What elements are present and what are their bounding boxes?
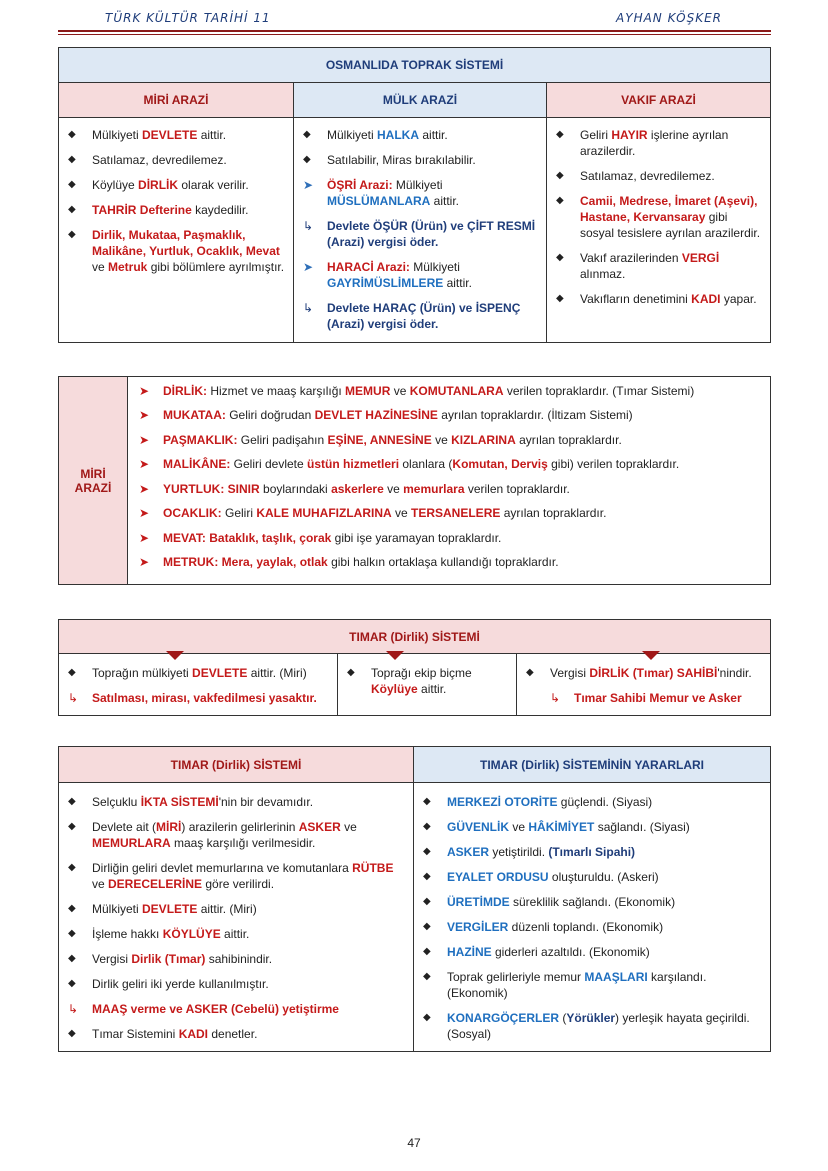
- diamond-bullet-icon: ◆: [68, 953, 76, 964]
- diamond-bullet-icon: ◆: [68, 129, 76, 140]
- page-header-left: TÜRK KÜLTÜR TARİHİ 11: [105, 11, 271, 25]
- text: ) yerleşik hayata geçirildi. (Sosyal): [447, 1011, 750, 1041]
- list-item: [303, 300, 539, 332]
- list-item: [68, 901, 406, 917]
- keyword: HAYIR: [611, 128, 648, 142]
- list-item: [68, 665, 330, 681]
- text: Hizmet ve maaş karşılığı: [207, 383, 346, 398]
- keyword: DİRLİK:: [163, 383, 207, 398]
- text: düzenli toplandı. (Ekonomik): [508, 920, 664, 934]
- text: İşleme hakkı: [92, 927, 163, 941]
- text: Mülkiyeti: [392, 178, 443, 192]
- text: Tımar Sistemini: [92, 1027, 179, 1041]
- text: ve: [340, 820, 357, 834]
- diamond-bullet-icon: ◆: [68, 928, 76, 939]
- text: Toprak gelirleriyle memur: [447, 970, 585, 984]
- list-item: [423, 869, 763, 885]
- keyword: DEVLETE: [142, 902, 198, 916]
- keyword: KONARGÖÇERLER: [447, 1011, 560, 1025]
- list-item: [423, 1010, 763, 1042]
- keyword: DEVLETE: [142, 128, 198, 142]
- keyword: DİRLİK (Tımar) SAHİBİ: [589, 666, 718, 680]
- down-arrow-icon: [642, 651, 660, 660]
- hook-arrow-icon: ↳: [68, 691, 79, 705]
- list-item: [526, 690, 763, 706]
- list-item: [68, 177, 286, 193]
- text: karşılandı. (Ekonomik): [447, 970, 707, 1000]
- text: Mülkiyeti: [409, 260, 460, 274]
- land-system-table: [58, 47, 771, 343]
- keyword: GÜVENLİK: [447, 820, 510, 834]
- keyword: MUKATAA:: [163, 408, 226, 422]
- text: aittir. (Miri): [247, 666, 307, 680]
- keyword: MÜSLÜMANLARA: [327, 194, 431, 208]
- text: Geliri devlete: [230, 457, 308, 471]
- text: ayrılan topraklardır. (İltizam Sistemi): [437, 408, 633, 422]
- text: sahibinindir.: [205, 952, 273, 966]
- timar-summary-cell-1: [59, 654, 338, 716]
- list-item: [423, 919, 763, 935]
- diamond-bullet-icon: ◆: [423, 921, 431, 932]
- text: ayrılan topraklardır.: [500, 506, 607, 520]
- keyword: MEMURLARA: [92, 836, 171, 850]
- text: Vakıf arazilerinden: [580, 251, 682, 265]
- diamond-bullet-icon: ◆: [556, 252, 564, 263]
- text: göre verilirdi.: [202, 877, 275, 891]
- diamond-bullet-icon: ◆: [68, 978, 76, 989]
- page-number: 47: [407, 1136, 421, 1150]
- keyword: KOMUTANLARA: [409, 383, 504, 398]
- text: aittir.: [430, 194, 460, 208]
- text: Vergisi: [550, 666, 590, 680]
- keyword: Dirlik, Mukataa, Paşmaklık, Malikâne, Yurtluk, Ocaklık, Mevat: [92, 228, 280, 258]
- diamond-bullet-icon: ◆: [68, 796, 76, 807]
- list-item: [68, 951, 406, 967]
- text: ve: [390, 383, 410, 398]
- keyword: üstün hizmetleri: [307, 457, 400, 471]
- keyword: Metruk: [108, 260, 148, 274]
- list-item: [423, 969, 763, 1001]
- text: süreklilik sağlandı. (Ekonomik): [509, 895, 676, 909]
- arrowhead-icon: ➤: [139, 457, 150, 471]
- keyword: MEMUR: [345, 383, 391, 398]
- keyword: TERSANELERE: [411, 506, 501, 520]
- text: Vergisi: [92, 952, 132, 966]
- arrowhead-icon: ➤: [139, 432, 150, 447]
- list-item: [556, 250, 763, 282]
- list-item: [526, 665, 763, 681]
- timar-summary-cell-3: [517, 654, 771, 716]
- text: Toprağı ekip biçme: [371, 666, 472, 680]
- keyword: DİRLİK: [138, 178, 179, 192]
- text: aittir.: [417, 682, 447, 696]
- list-item: [68, 152, 286, 168]
- text: kaydedilir.: [191, 203, 249, 217]
- diamond-bullet-icon: ◆: [68, 1028, 76, 1039]
- diamond-bullet-icon: ◆: [303, 154, 311, 165]
- keyword: DEVLET HAZİNESİNE: [314, 408, 438, 422]
- text: aittir.: [443, 276, 472, 290]
- list-item: [423, 794, 763, 810]
- text: güçlendi. (Siyasi): [557, 795, 653, 809]
- list-item: [556, 193, 763, 241]
- keyword: MEVAT:: [163, 530, 206, 545]
- keyword: MİRİ: [156, 820, 182, 834]
- text: Geliri doğrudan: [225, 408, 315, 422]
- text: ve: [383, 481, 404, 496]
- text: ve: [391, 506, 412, 520]
- miri-arazi-header: MİRİ ARAZİ: [59, 83, 294, 118]
- text: Mülkiyeti: [327, 128, 378, 142]
- list-item: [68, 926, 406, 942]
- list-item: [68, 860, 406, 892]
- diamond-bullet-icon: ◆: [423, 846, 431, 857]
- keyword: Dirlik (Tımar): [131, 952, 206, 966]
- keyword: KÖYLÜYE: [162, 927, 221, 941]
- list-item: [137, 383, 761, 399]
- hook-arrow-icon: ↳: [68, 1002, 79, 1016]
- diamond-bullet-icon: ◆: [68, 204, 76, 215]
- timar-benefits-table: [58, 746, 771, 1052]
- diamond-bullet-icon: ◆: [68, 821, 76, 832]
- text: aittir.: [197, 128, 227, 142]
- list-item: [137, 456, 761, 472]
- diamond-bullet-icon: ◆: [68, 667, 76, 678]
- arrowhead-icon: ➤: [139, 506, 150, 520]
- text: işlerine ayrılan arazilerdir.: [580, 128, 729, 158]
- text: olarak verilir.: [178, 178, 249, 192]
- keyword: KALE MUHAFIZLARINA: [256, 506, 392, 520]
- list-item: [556, 291, 763, 307]
- miri-arazi-side-label: [59, 377, 128, 585]
- keyword: KIZLARINA: [451, 432, 516, 447]
- list-item: [303, 177, 539, 209]
- diamond-bullet-icon: ◆: [68, 154, 76, 165]
- text: alınmaz.: [580, 267, 626, 281]
- text: gibi işe yaramayan topraklardır.: [331, 530, 502, 545]
- timar-summary-table: [58, 619, 771, 716]
- timar-benefits-cell: [414, 783, 771, 1052]
- text: giderleri azaltıldı. (Ekonomik): [491, 945, 650, 959]
- keyword: OCAKLIK:: [163, 506, 222, 520]
- miri-arazi-cell: [59, 118, 294, 343]
- keyword: Köylüye: [371, 682, 418, 696]
- diamond-bullet-icon: ◆: [556, 195, 564, 206]
- text: denetler.: [208, 1027, 258, 1041]
- text: Mülkiyeti: [92, 902, 143, 916]
- diamond-bullet-icon: ◆: [347, 667, 355, 678]
- arrowhead-icon: ➤: [139, 530, 150, 545]
- keyword: KADI: [691, 292, 721, 306]
- keyword: HARACİ Arazi:: [327, 260, 410, 274]
- diamond-bullet-icon: ◆: [423, 896, 431, 907]
- text: gibi) verilen topraklardır.: [547, 457, 680, 471]
- keyword: Devlete ÖŞÜR (Ürün) ve ÇİFT RESMİ (Arazi) vergisi öder.: [327, 219, 536, 249]
- timar-summary-title: TIMAR (Dirlik) SİSTEMİ: [59, 620, 771, 654]
- list-item: [68, 690, 330, 706]
- keyword: EYALET ORDUSU: [447, 870, 549, 884]
- keyword: (Tımarlı Sipahi): [548, 845, 636, 859]
- list-item: [303, 259, 539, 291]
- keyword: Mera, yaylak, otlak: [221, 555, 328, 569]
- list-item: [137, 481, 761, 497]
- text: sağlandı. (Siyasi): [594, 820, 690, 834]
- text: aittir.: [419, 128, 448, 142]
- diamond-bullet-icon: ◆: [68, 903, 76, 914]
- text: Geliri: [221, 506, 257, 520]
- text: Dirliğin geliri devlet memurlarına ve komutanlara: [92, 861, 353, 875]
- keyword: METRUK:: [163, 555, 219, 569]
- list-item: [68, 976, 406, 992]
- page-header-right: AYHAN KÖŞKER: [616, 11, 722, 25]
- keyword: Satılması, mirası, vakfedilmesi yasaktır.: [92, 691, 317, 705]
- text: Mülkiyeti: [92, 128, 143, 142]
- diamond-bullet-icon: ◆: [556, 129, 564, 140]
- keyword: Camii, Medrese, İmaret (Aşevi), Hastane, Kervansaray: [580, 194, 758, 224]
- list-item: [347, 665, 509, 697]
- arrowhead-icon: ➤: [139, 481, 150, 496]
- list-item: [423, 844, 763, 860]
- arrowhead-icon: ➤: [303, 260, 314, 274]
- down-arrow-icon: [386, 651, 404, 660]
- keyword: SINIR: [227, 481, 260, 496]
- list-item: [303, 218, 539, 250]
- list-item: [68, 794, 406, 810]
- keyword: GAYRİMÜSLİMLERE: [327, 276, 444, 290]
- keyword: İKTA SİSTEMİ: [140, 795, 219, 809]
- text: Dirlik geliri iki yerde kullanılmıştır.: [92, 977, 269, 991]
- keyword: DERECELERİNE: [108, 877, 203, 891]
- list-item: [556, 127, 763, 159]
- text: olanlara (: [399, 457, 453, 471]
- keyword: ASKER: [447, 845, 490, 859]
- keyword: ÖŞRİ Arazi:: [327, 178, 393, 192]
- diamond-bullet-icon: ◆: [423, 1012, 431, 1023]
- text: verilen topraklardır. (Tımar Sistemi): [503, 383, 695, 398]
- text: Devlete ait (: [92, 820, 157, 834]
- list-item: [68, 819, 406, 851]
- keyword: Bataklık, taşlık, çorak: [209, 530, 332, 545]
- text: Geliri: [580, 128, 612, 142]
- keyword: DEVLETE: [192, 666, 248, 680]
- text: maaş karşılığı verilmesidir.: [170, 836, 316, 850]
- list-item: [137, 407, 761, 423]
- list-item: [137, 432, 761, 448]
- timar-system-header: TIMAR (Dirlik) SİSTEMİ: [59, 747, 414, 783]
- side-label-line-1: MİRİ: [80, 466, 106, 481]
- text: gibi halkın ortaklaşa kullandığı topraklardır.: [327, 555, 559, 569]
- diamond-bullet-icon: ◆: [303, 129, 311, 140]
- text: Selçuklu: [92, 795, 141, 809]
- diamond-bullet-icon: ◆: [556, 293, 564, 304]
- list-item: [137, 554, 761, 570]
- text: ve: [509, 820, 529, 834]
- text: ve: [92, 260, 109, 274]
- mulk-arazi-cell: [294, 118, 547, 343]
- down-arrow-icon: [166, 651, 184, 660]
- keyword: KADI: [178, 1027, 209, 1041]
- diamond-bullet-icon: ◆: [423, 796, 431, 807]
- text: Toprağın mülkiyeti: [92, 666, 193, 680]
- list-item: [68, 227, 286, 275]
- keyword: Yörükler: [566, 1011, 616, 1025]
- hook-arrow-icon: ↳: [550, 691, 561, 705]
- text: yetiştirildi.: [489, 845, 549, 859]
- list-item: [303, 152, 539, 168]
- list-item: [423, 894, 763, 910]
- list-item: [423, 819, 763, 835]
- arrowhead-icon: ➤: [139, 383, 150, 398]
- list-item: [68, 1026, 406, 1042]
- arrowhead-icon: ➤: [303, 178, 314, 192]
- header-rule-thin: [58, 34, 771, 35]
- text: ve: [92, 877, 109, 891]
- hook-arrow-icon: ↳: [303, 219, 314, 233]
- text: (: [559, 1011, 567, 1025]
- text: Satılabilir, Miras bırakılabilir.: [327, 153, 476, 167]
- text: Satılamaz, devredilemez.: [92, 153, 227, 167]
- vakif-arazi-header: VAKIF ARAZİ: [547, 83, 771, 118]
- diamond-bullet-icon: ◆: [423, 871, 431, 882]
- keyword: RÜTBE: [352, 861, 394, 875]
- text: verilen topraklardır.: [464, 481, 570, 496]
- text: 'nin bir devamıdır.: [218, 795, 314, 809]
- diamond-bullet-icon: ◆: [556, 170, 564, 181]
- text: ayrılan topraklardır.: [515, 432, 622, 447]
- diamond-bullet-icon: ◆: [68, 179, 76, 190]
- list-item: [137, 505, 761, 521]
- text: Geliri padişahın: [237, 432, 328, 447]
- text: Köylüye: [92, 178, 139, 192]
- timar-benefits-header: TIMAR (Dirlik) SİSTEMİNİN YARARLARI: [414, 747, 771, 783]
- keyword: VERGİ: [681, 251, 720, 265]
- list-item: [68, 1001, 406, 1017]
- text: ) arazilerin gelirlerinin: [181, 820, 299, 834]
- keyword: HALKA: [377, 128, 420, 142]
- miri-arazi-types-table: [58, 376, 771, 585]
- keyword: MAAŞ verme ve ASKER (Cebelü) yetiştirme: [92, 1002, 339, 1016]
- text: gibi bölümlere ayrılmıştır.: [147, 260, 285, 274]
- vakif-arazi-cell: [547, 118, 771, 343]
- timar-system-cell: [59, 783, 414, 1052]
- keyword: EŞİNE, ANNESİNE: [327, 432, 432, 447]
- side-label-line-2: ARAZİ: [74, 480, 112, 495]
- hook-arrow-icon: ↳: [303, 301, 314, 315]
- diamond-bullet-icon: ◆: [68, 862, 76, 873]
- diamond-bullet-icon: ◆: [423, 971, 431, 982]
- list-item: [423, 944, 763, 960]
- keyword: MAAŞLARI: [584, 970, 648, 984]
- text: boylarındaki: [259, 481, 332, 496]
- keyword: Komutan, Derviş: [452, 457, 548, 471]
- land-system-title: OSMANLIDA TOPRAK SİSTEMİ: [59, 48, 771, 83]
- miri-arazi-types-cell: [128, 377, 771, 585]
- text: ve: [431, 432, 452, 447]
- keyword: Devlete HARAÇ (Ürün) ve İSPENÇ (Arazi) vergisi öder.: [327, 301, 521, 331]
- arrowhead-icon: ➤: [139, 408, 150, 422]
- keyword: askerlere: [331, 481, 384, 496]
- list-item: [68, 202, 286, 218]
- keyword: MALİKÂNE:: [163, 457, 231, 471]
- diamond-bullet-icon: ◆: [423, 821, 431, 832]
- keyword: Tımar Sahibi Memur ve Asker: [574, 691, 742, 705]
- timar-summary-cell-2: [338, 654, 517, 716]
- keyword: HÂKİMİYET: [528, 820, 595, 834]
- diamond-bullet-icon: ◆: [526, 667, 534, 678]
- keyword: memurlara: [403, 481, 465, 496]
- list-item: [137, 530, 761, 546]
- list-item: [68, 127, 286, 143]
- keyword: MERKEZİ OTORİTE: [447, 795, 558, 809]
- text: 'nindir.: [717, 666, 752, 680]
- arrowhead-icon: ➤: [139, 555, 150, 569]
- text: aittir. (Miri): [197, 902, 257, 916]
- text: Satılamaz, devredilemez.: [580, 169, 715, 183]
- keyword: PAŞMAKLIK:: [163, 432, 238, 447]
- keyword: ÜRETİMDE: [447, 895, 510, 909]
- keyword: YURTLUK:: [163, 481, 225, 496]
- text: aittir.: [220, 927, 250, 941]
- keyword: HAZİNE: [447, 945, 492, 959]
- keyword: ASKER: [298, 820, 341, 834]
- list-item: [556, 168, 763, 184]
- text: oluşturuldu. (Askeri): [548, 870, 659, 884]
- keyword: TAHRİR Defterine: [92, 203, 192, 217]
- mulk-arazi-header: MÜLK ARAZİ: [294, 83, 547, 118]
- keyword: VERGİLER: [447, 920, 509, 934]
- text: Vakıfların denetimini: [580, 292, 692, 306]
- text: yapar.: [720, 292, 757, 306]
- list-item: [303, 127, 539, 143]
- diamond-bullet-icon: ◆: [68, 229, 76, 240]
- text: gibi sosyal tesislere ayrılan arazilerdir.: [580, 210, 761, 240]
- diamond-bullet-icon: ◆: [423, 946, 431, 957]
- header-rule: [58, 30, 771, 32]
